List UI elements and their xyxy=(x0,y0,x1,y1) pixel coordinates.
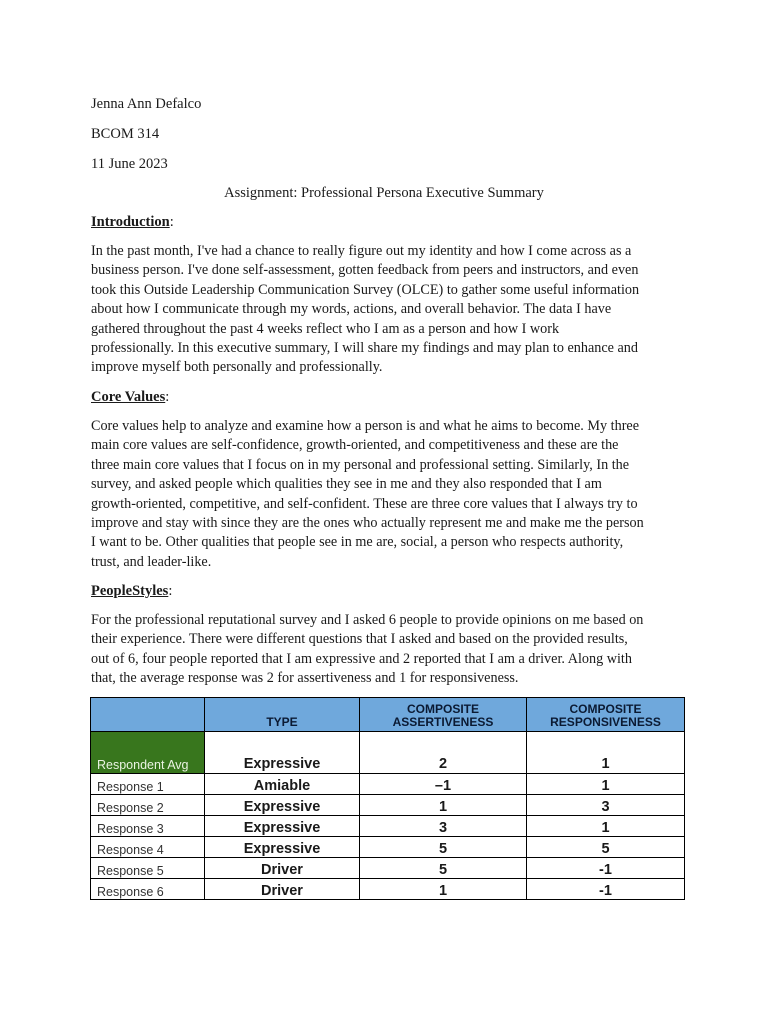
table-header-row xyxy=(91,698,685,732)
column-header-responsiveness: COMPOSITE RESPONSIVENESS xyxy=(527,698,685,732)
introduction-paragraph: In the past month, I've had a chance to really figure out my identity and how I come across as a business person. I've done self-assessment, gotten feedback from peers and instructors, and even took this Outside Leadership Communication Survey (OLCE) to gather some useful information about how I communicate through my words, actions, and overall behavior. The data I have gathered throughout the past 4 weeks reflect who I am as a person and how I work professionally. In this executive summary, I will share my findings and may plan to enhance and improve myself both personally and professionally. xyxy=(91,243,640,376)
row-assertiveness: 1 xyxy=(360,879,527,900)
table-row xyxy=(91,879,685,900)
peoplestyles-heading: PeopleStyles: xyxy=(91,583,173,599)
peoplestyles-table xyxy=(90,697,685,900)
row-responsiveness: -1 xyxy=(527,858,685,879)
row-responsiveness: 1 xyxy=(527,774,685,795)
table-row xyxy=(91,795,685,816)
row-responsiveness: 1 xyxy=(527,732,685,774)
author-name: Jenna Ann Defalco xyxy=(91,96,202,112)
introduction-heading: Introduction: xyxy=(91,214,174,230)
row-type: Expressive xyxy=(205,795,360,816)
row-type: Driver xyxy=(205,858,360,879)
row-responsiveness: -1 xyxy=(527,879,685,900)
column-header-label xyxy=(91,698,205,732)
row-label: Response 6 xyxy=(91,879,205,900)
row-label: Response 5 xyxy=(91,858,205,879)
column-header-type: TYPE xyxy=(205,698,360,732)
row-label: Response 3 xyxy=(91,816,205,837)
table-row xyxy=(91,774,685,795)
table-row xyxy=(91,858,685,879)
peoplestyles-paragraph: For the professional reputational survey and I asked 6 people to provide opinions on me based on their experience. There were different questions that I asked and based on the provided results, out of 6, four people reported that I am expressive and 2 reported that I am a driver. Along with that, the average response was 2 for assertiveness and 1 for responsiveness. xyxy=(91,612,644,687)
document-date: 11 June 2023 xyxy=(91,156,168,172)
row-responsiveness: 3 xyxy=(527,795,685,816)
row-label: Response 2 xyxy=(91,795,205,816)
row-assertiveness: –1 xyxy=(360,774,527,795)
row-type: Expressive xyxy=(205,837,360,858)
row-type: Driver xyxy=(205,879,360,900)
row-label: Response 1 xyxy=(91,774,205,795)
core-values-heading: Core Values: xyxy=(91,389,170,405)
row-assertiveness: 2 xyxy=(360,732,527,774)
row-type: Amiable xyxy=(205,774,360,795)
row-responsiveness: 5 xyxy=(527,837,685,858)
core-values-paragraph: Core values help to analyze and examine how a person is and what he aims to become. My three main core values are self-confidence, growth-oriented, and competitiveness and these are the three main core values that I focus on in my personal and professional setting. Similarly, In the survey, and asked people which qualities they see in me and they also responded that I am growth-oriented, competitive, and self-confident. These are three core values that I always try to improve and stay with since they are the ones who actually represent me and make me the person I want to be. Other qualities that people see in me are, social, a person who respects authority, trust, and leader-like. xyxy=(91,418,644,570)
course-code: BCOM 314 xyxy=(91,126,160,142)
row-assertiveness: 3 xyxy=(360,816,527,837)
row-type: Expressive xyxy=(205,732,360,774)
row-assertiveness: 5 xyxy=(360,858,527,879)
column-header-assertiveness: COMPOSITE ASSERTIVENESS xyxy=(360,698,527,732)
table-row xyxy=(91,816,685,837)
row-type: Expressive xyxy=(205,816,360,837)
row-label: Respondent Avg xyxy=(91,732,205,774)
document-title: Assignment: Professional Persona Executive Summary xyxy=(224,185,544,201)
row-label: Response 4 xyxy=(91,837,205,858)
row-assertiveness: 1 xyxy=(360,795,527,816)
row-responsiveness: 1 xyxy=(527,816,685,837)
table-row xyxy=(91,837,685,858)
row-assertiveness: 5 xyxy=(360,837,527,858)
table-row xyxy=(91,732,685,774)
